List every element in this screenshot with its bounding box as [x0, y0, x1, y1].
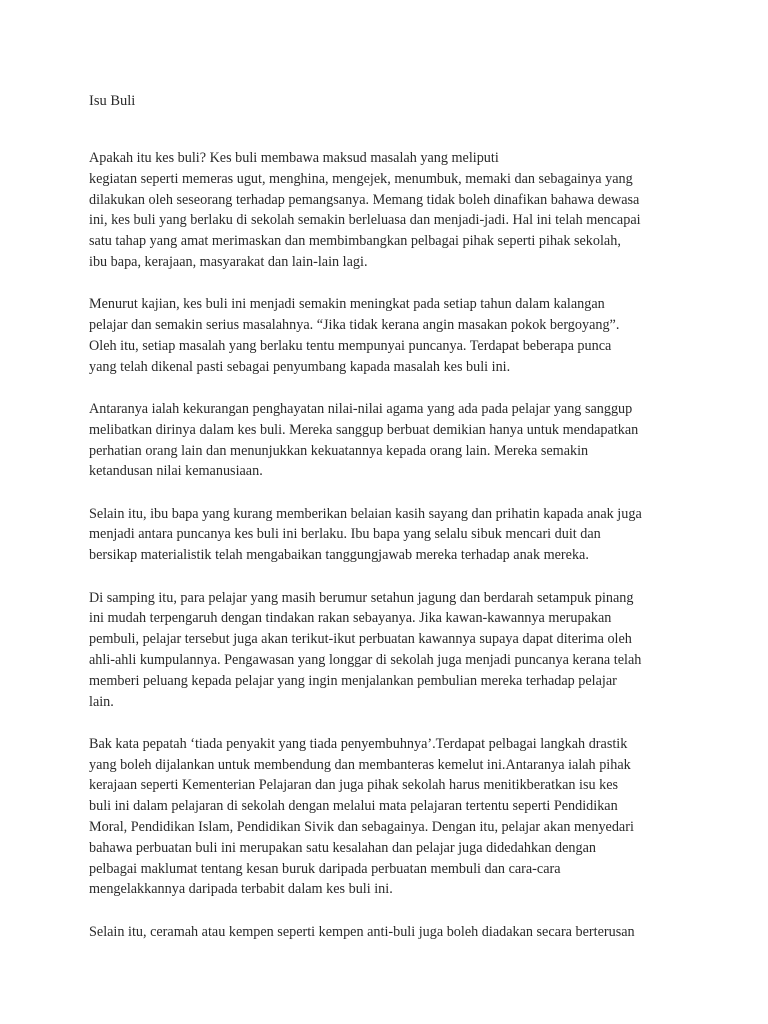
- text-line: Bak kata pepatah ‘tiada penyakit yang tiada penyembuhnya’.Terdapat pelbagai langkah drastik: [89, 735, 628, 752]
- text-line: satu tahap yang amat merimaskan dan membimbangkan pelbagai pihak seperti pihak sekolah,: [89, 233, 621, 250]
- text-line: kegiatan seperti memeras ugut, menghina, mengejek, menumbuk, memaki dan sebagainya yang: [89, 170, 633, 187]
- text-line: yang boleh dijalankan untuk membendung dan membanteras kemelut ini.Antaranya ialah pihak: [89, 756, 631, 773]
- text-line: buli ini dalam pelajaran di sekolah dengan melalui mata pelajaran tertentu seperti Pendidikan: [89, 798, 618, 815]
- text-line: Oleh itu, setiap masalah yang berlaku tentu mempunyai puncanya. Terdapat beberapa punca: [89, 337, 612, 354]
- paragraph-1: [89, 148, 669, 273]
- text-line: ketandusan nilai kemanusiaan.: [89, 463, 263, 480]
- text-line: yang telah dikenal pasti sebagai penyumbang kapada masalah kes buli ini.: [89, 358, 511, 375]
- text-line: memberi peluang kepada pelajar yang ingin menjalankan pembulian mereka terhadap pelajar: [89, 672, 617, 689]
- text-line: perhatian orang lain dan menunjukkan kekuatannya kepada orang lain. Mereka semakin: [89, 442, 589, 459]
- text-line: lain.: [89, 693, 114, 710]
- text-line: Selain itu, ibu bapa yang kurang memberikan belaian kasih sayang dan prihatin kapada anak juga: [89, 505, 642, 522]
- text-line: ibu bapa, kerajaan, masyarakat dan lain-lain lagi.: [89, 253, 368, 270]
- document-body: [89, 148, 669, 964]
- text-line: bersikap materialistik telah mengabaikan tanggungjawab mereka terhadap anak mereka.: [89, 547, 589, 564]
- paragraph-2: [89, 294, 669, 377]
- text-line: Apakah itu kes buli? Kes buli membawa maksud masalah yang meliputi: [89, 150, 499, 166]
- paragraph-5: [89, 588, 669, 713]
- paragraph-7: [89, 922, 669, 943]
- text-line: Selain itu, ceramah atau kempen seperti kempen anti-buli juga boleh diadakan secara berterusan: [89, 923, 635, 940]
- text-line: ahli-ahli kumpulannya. Pengawasan yang longgar di sekolah juga menjadi puncanya kerana telah: [89, 651, 642, 668]
- text-line: ini, kes buli yang berlaku di sekolah semakin berleluasa dan menjadi-jadi. Hal ini telah mencapai: [89, 212, 641, 229]
- text-line: Di samping itu, para pelajar yang masih berumur setahun jagung dan berdarah setampuk pinang: [89, 589, 634, 606]
- text-line: pembuli, pelajar tersebut juga akan terikut-ikut perbuatan kawannya supaya dapat diterima oleh: [89, 631, 632, 648]
- paragraph-4: [89, 504, 669, 566]
- text-line: melibatkan dirinya dalam kes buli. Mereka sanggup berbuat demikian hanya untuk mendapatkan: [89, 421, 639, 438]
- text-line: pelajar dan semakin serius masalahnya. “Jika tidak kerana angin masakan pokok bergoyang”.: [89, 317, 620, 334]
- text-line: Antaranya ialah kekurangan penghayatan nilai-nilai agama yang ada pada pelajar yang sanggup: [89, 400, 633, 417]
- text-line: pelbagai maklumat tentang kesan buruk daripada perbuatan membuli dan cara-cara: [89, 860, 561, 877]
- text-line: dilakukan oleh seseorang terhadap pemangsanya. Memang tidak boleh dinafikan bahawa dewasa: [89, 191, 640, 208]
- paragraph-3: [89, 399, 669, 482]
- text-line: ini mudah terpengaruh dengan tindakan rakan sebayanya. Jika kawan-kawannya merupakan: [89, 610, 612, 627]
- paragraph-6: [89, 734, 669, 900]
- text-line: bahawa perbuatan buli ini merupakan satu kesalahan dan pelajar juga didedahkan dengan: [89, 839, 597, 856]
- text-line: menjadi antara puncanya kes buli ini berlaku. Ibu bapa yang selalu sibuk mencari duit dan: [89, 526, 601, 543]
- text-line: mengelakkannya daripada terbabit dalam kes buli ini.: [89, 881, 393, 898]
- text-line: Menurut kajian, kes buli ini menjadi semakin meningkat pada setiap tahun dalam kalangan: [89, 296, 605, 313]
- document-title: Isu Buli: [89, 93, 136, 109]
- text-line: kerajaan seperti Kementerian Pelajaran dan juga pihak sekolah harus menitikberatkan isu kes: [89, 777, 619, 794]
- text-line: Moral, Pendidikan Islam, Pendidikan Sivik dan sebagainya. Dengan itu, pelajar akan menyedari: [89, 819, 634, 836]
